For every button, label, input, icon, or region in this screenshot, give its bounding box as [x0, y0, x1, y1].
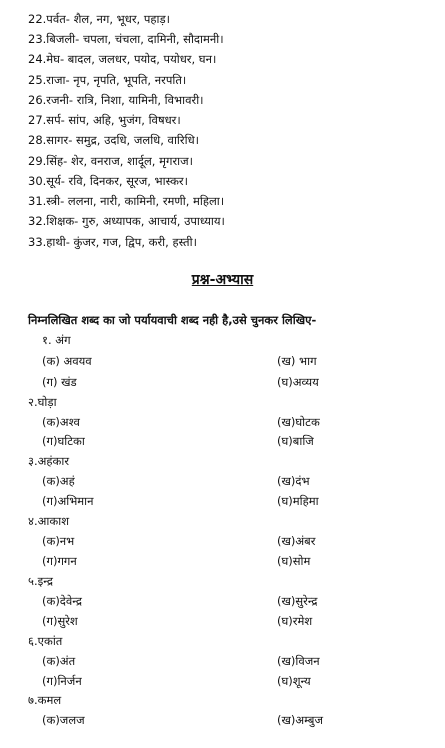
question-title: १. अंग [42, 333, 71, 347]
option: (घ)महिमा [277, 494, 319, 508]
synonym-entry: 23.बिजली- चपला, चंचला, दामिनी, सौदामनी। [28, 32, 224, 46]
question-title: ६.एकांत [28, 634, 63, 648]
option: (ख) भाग [277, 354, 317, 368]
synonym-entry: 27.सर्प- सांप, अहि, भुजंग, विषधर। [28, 113, 181, 127]
option: (ग) खंड [42, 375, 77, 389]
synonym-entry: 32.शिक्षक- गुरु, अध्यापक, आचार्य, उपाध्याय। [28, 214, 225, 228]
option: (ग)निर्जन [42, 674, 82, 688]
exercise-heading: प्रश्न-अभ्यास [191, 272, 254, 288]
option: (क)अश्व [42, 415, 80, 429]
synonym-entry: 33.हाथी- कुंजर, गज, द्विप, करी, हस्ती। [28, 235, 197, 249]
option: (ख)विजन [277, 654, 320, 668]
option: (क)जलज [42, 713, 85, 727]
option: (घ)रमेश [277, 614, 313, 628]
option: (ख)सुरेन्द्र [277, 594, 318, 608]
synonym-entry: 28.सागर- समुद्र, उदधि, जलधि, वारिधि। [28, 133, 200, 147]
option: (घ)सोम [277, 554, 311, 568]
synonym-entry: 30.सूर्य- रवि, दिनकर, सूरज, भास्कर। [28, 174, 188, 188]
synonym-entry: 26.रजनी- रात्रि, निशा, यामिनी, विभावरी। [28, 93, 204, 107]
synonym-entry: 31.स्त्री- ललना, नारी, कामिनी, रमणी, महिला। [28, 194, 225, 208]
option: (घ)अव्यय [277, 375, 319, 389]
option: (क)नभ [42, 534, 75, 548]
option: (घ)बाजि [277, 434, 314, 448]
option: (क)देवेन्द्र [42, 594, 82, 608]
option: (ग)गगन [42, 554, 77, 568]
option: (ख)अंबर [277, 534, 316, 548]
option: (क)अहं [42, 474, 75, 488]
option: (ग)सुरेश [42, 614, 78, 628]
synonym-entry: 25.राजा- नृप, नृपति, भूपति, नरपति। [28, 73, 187, 87]
synonym-entry: 29.सिंह- शेर, वनराज, शार्दूल, मृगराज। [28, 154, 194, 168]
synonym-entry: 22.पर्वत- शैल, नग, भूधर, पहाड़। [28, 12, 170, 26]
option: (क) अवयव [42, 354, 92, 368]
option: (ग)अभिमान [42, 494, 94, 508]
option: (घ)शून्य [277, 674, 311, 688]
instruction-text: निम्नलिखित शब्द का जो पर्यायवाची शब्द नही है,उसे चुनकर लिखिए- [28, 313, 317, 327]
question-title: २.घोड़ा [28, 395, 57, 409]
question-title: ७.कमल [28, 693, 62, 707]
option: (ख)अम्बुज [277, 713, 324, 727]
question-title: ४.आकाश [28, 514, 70, 528]
option: (ग)घटिका [42, 434, 85, 448]
question-title: ३.अहंकार [28, 454, 70, 468]
option: (क)अंत [42, 654, 76, 668]
option: (ख)दंभ [277, 474, 310, 488]
option: (ख)घोटक [277, 415, 320, 429]
question-title: ५.इन्द्र [28, 574, 53, 588]
synonym-entry: 24.मेघ- बादल, जलधर, पयोद, पयोधर, घन। [28, 52, 217, 66]
